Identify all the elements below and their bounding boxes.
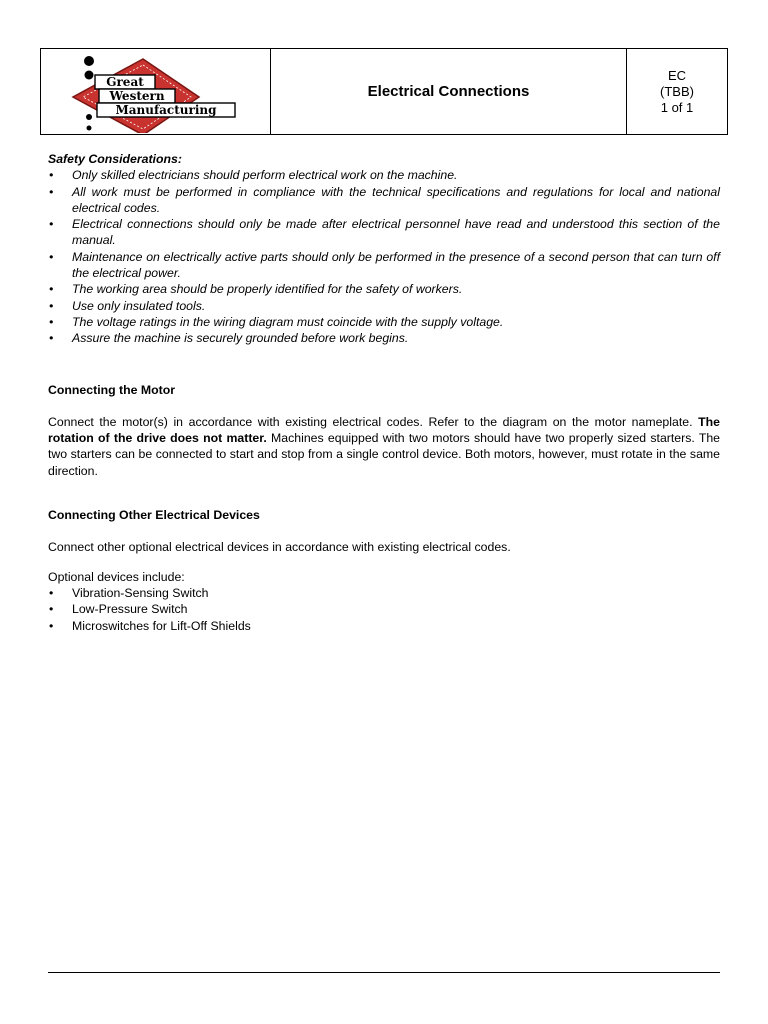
page-number: 1 of 1 — [660, 99, 694, 115]
list-item: • Electrical connections should only be made after electrical personnel have read and understood this section of the manual. — [48, 216, 720, 249]
list-item: • Maintenance on electrically active parts should only be performed in the presence of a second person that can turn off the electrical power. — [48, 249, 720, 282]
svg-text:Western: Western — [109, 89, 165, 103]
list-item: • Microswitches for Lift-Off Shields — [48, 618, 720, 634]
motor-text-2: Machines equipped with two motors should have two properly sized starters. The two starters can be connected to start and stop from a single control device. Both motors, however, must rotate in the same direction. — [48, 431, 721, 478]
company-logo — [71, 55, 251, 133]
optional-devices-list — [48, 585, 720, 634]
svg-text:Manufacturing: Manufacturing — [115, 103, 217, 117]
other-devices-paragraph: Connect other optional electrical devices in accordance with existing electrical codes. — [48, 540, 511, 555]
list-item: • All work must be performed in compliance with the technical specifications and regulations for local and national electrical codes. — [48, 184, 720, 217]
list-item: • Use only insulated tools. — [48, 298, 720, 314]
list-item: • Low-Pressure Switch — [48, 601, 720, 617]
svg-text:Great: Great — [106, 75, 144, 89]
document-body — [48, 151, 720, 634]
document-sub-code: (TBB) — [660, 83, 694, 99]
other-devices-heading: Connecting Other Electrical Devices — [48, 508, 260, 523]
document-code-block — [627, 49, 727, 134]
safety-heading: Safety Considerations: — [48, 152, 182, 166]
motor-text-1: Connect the motor(s) in accordance with existing electrical codes. Refer to the diagram on the motor nameplate. — [48, 414, 693, 429]
footer-divider — [48, 972, 720, 973]
motor-heading: Connecting the Motor — [48, 382, 176, 397]
optional-devices-label: Optional devices include: — [48, 569, 185, 584]
motor-paragraph — [48, 414, 720, 479]
motor-bold-text: The rotation of the drive does not matter. — [48, 414, 721, 446]
list-item: • The voltage ratings in the wiring diagram must coincide with the supply voltage. — [48, 314, 720, 330]
list-item: • Only skilled electricians should perform electrical work on the machine. — [48, 167, 720, 183]
list-item: • Assure the machine is securely grounded before work begins. — [48, 330, 720, 346]
document-header — [40, 48, 728, 135]
document-code: EC — [667, 67, 687, 83]
logo-cell — [41, 49, 271, 134]
document-title: Electrical Connections — [271, 49, 627, 134]
safety-list — [48, 167, 720, 346]
list-item: • The working area should be properly identified for the safety of workers. — [48, 281, 720, 297]
list-item: • Vibration-Sensing Switch — [48, 585, 720, 601]
